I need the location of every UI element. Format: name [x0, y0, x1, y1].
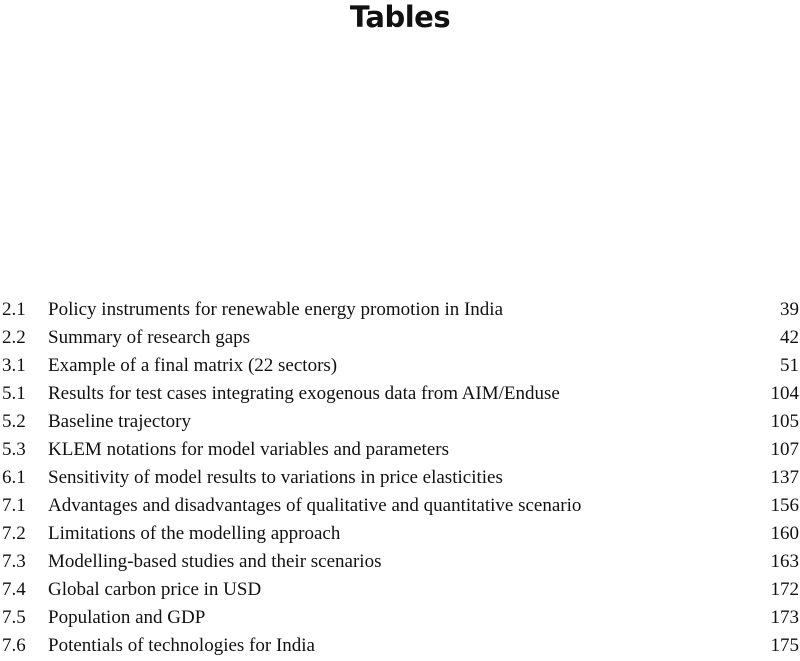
- table-number: 7.1: [2, 495, 26, 516]
- toc-entry[interactable]: [0, 604, 800, 632]
- toc-entry[interactable]: [0, 380, 800, 408]
- toc-entry[interactable]: [0, 632, 800, 660]
- table-number: 5.2: [2, 411, 26, 432]
- table-number: 3.1: [2, 355, 26, 376]
- page-number: 173: [770, 607, 799, 628]
- table-title: Limitations of the modelling approach: [48, 523, 341, 544]
- page-number: 163: [770, 551, 799, 572]
- page-number: 172: [770, 579, 799, 600]
- toc-entry[interactable]: [0, 324, 800, 352]
- table-title: Potentials of technologies for India: [48, 635, 315, 656]
- table-title: Population and GDP: [48, 607, 206, 628]
- page-number: 39: [780, 299, 799, 320]
- table-title: Results for test cases integrating exogenous data from AIM/Enduse: [48, 383, 560, 404]
- table-title: Advantages and disadvantages of qualitative and quantitative scenario: [48, 495, 582, 516]
- toc-entry[interactable]: [0, 296, 800, 324]
- table-title: Policy instruments for renewable energy promotion in India: [48, 299, 504, 320]
- table-number: 7.4: [2, 579, 26, 600]
- page-number: 104: [770, 383, 799, 404]
- table-title: Summary of research gaps: [48, 327, 251, 348]
- page-number: 42: [780, 327, 799, 348]
- table-number: 7.5: [2, 607, 26, 628]
- table-title: Modelling-based studies and their scenarios: [48, 551, 382, 572]
- page-number: 160: [770, 523, 799, 544]
- page-number: 137: [770, 467, 799, 488]
- table-number: 2.2: [2, 327, 26, 348]
- table-number: 5.3: [2, 439, 26, 460]
- page-number: 105: [770, 411, 799, 432]
- table-title: KLEM notations for model variables and parameters: [48, 439, 449, 460]
- table-title: Global carbon price in USD: [48, 579, 262, 600]
- toc-entry[interactable]: [0, 520, 800, 548]
- page-number: 156: [770, 495, 799, 516]
- toc-entry[interactable]: [0, 464, 800, 492]
- toc-entry[interactable]: [0, 436, 800, 464]
- toc-entry[interactable]: [0, 352, 800, 380]
- table-number: 7.3: [2, 551, 26, 572]
- table-number: 7.6: [2, 635, 26, 656]
- toc-entry[interactable]: [0, 492, 800, 520]
- toc-entry[interactable]: [0, 548, 800, 576]
- page-title: Tables: [349, 0, 451, 34]
- table-title: Baseline trajectory: [48, 411, 191, 432]
- toc-entry[interactable]: [0, 408, 800, 436]
- page-number: 107: [770, 439, 799, 460]
- table-title: Example of a final matrix (22 sectors): [48, 355, 338, 376]
- toc-entry[interactable]: [0, 576, 800, 604]
- table-title: Sensitivity of model results to variations in price elasticities: [48, 467, 503, 488]
- page-number: 51: [780, 355, 799, 376]
- list-of-tables: [0, 296, 800, 660]
- table-number: 5.1: [2, 383, 26, 404]
- table-number: 6.1: [2, 467, 26, 488]
- table-number: 2.1: [2, 299, 26, 320]
- page-number: 175: [770, 635, 799, 656]
- table-number: 7.2: [2, 523, 26, 544]
